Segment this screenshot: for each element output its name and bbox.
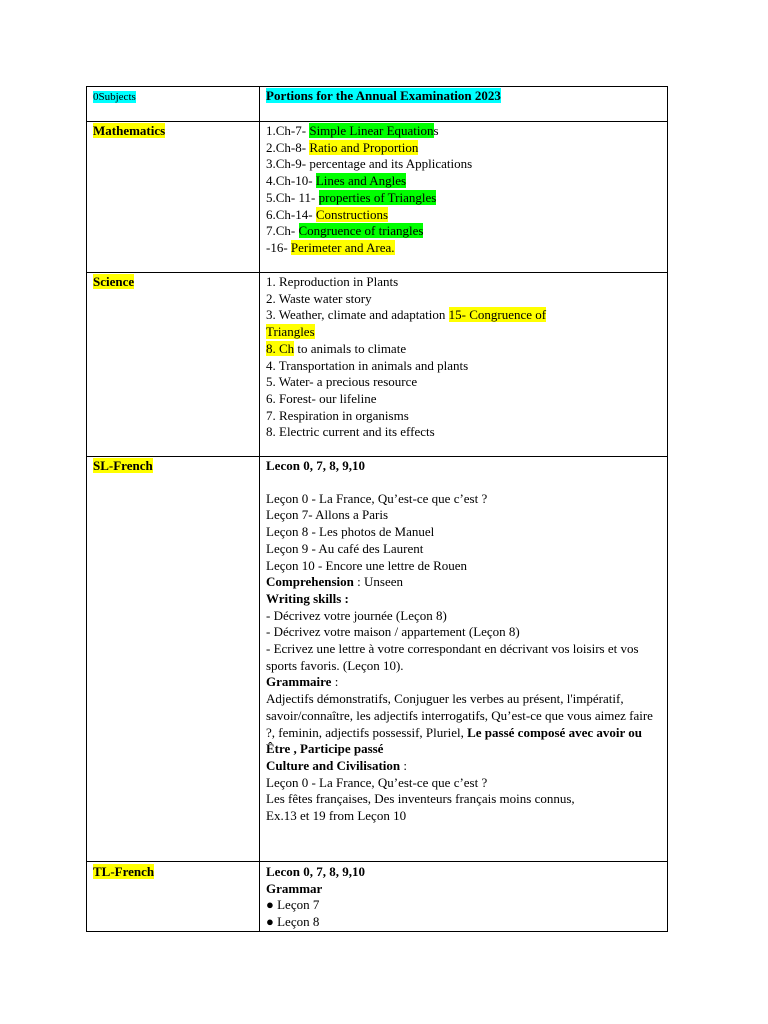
header-subjects-cell bbox=[87, 87, 260, 122]
subject-cell bbox=[87, 862, 260, 932]
sl-lesson: Leçon 9 - Au café des Laurent bbox=[266, 540, 424, 556]
sl-culture-item: Ex.13 et 19 from Leçon 10 bbox=[266, 808, 407, 824]
sl-lesson: Leçon 0 - La France, Qu’est-ce que c’est ? bbox=[266, 490, 488, 506]
portions-cell-science bbox=[260, 273, 668, 457]
subject-science: Science bbox=[93, 274, 135, 289]
math-item: -16- Perimeter and Area. bbox=[266, 239, 395, 255]
science-item: 8. Electric current and its effects bbox=[266, 424, 435, 440]
subject-mathematics: Mathematics bbox=[93, 123, 166, 138]
subject-cell bbox=[87, 273, 260, 457]
science-item: Triangles bbox=[266, 324, 315, 340]
subject-cell bbox=[87, 457, 260, 862]
header-portions-cell bbox=[260, 87, 668, 122]
science-item: 3. Weather, climate and adaptation 15- Congruence of bbox=[266, 307, 547, 323]
spacer bbox=[266, 475, 661, 491]
sl-heading: Lecon 0, 7, 8, 9,10 bbox=[266, 458, 365, 473]
math-item: 6.Ch-14- Constructions bbox=[266, 206, 389, 222]
sl-lesson: Leçon 8 - Les photos de Manuel bbox=[266, 524, 435, 540]
subject-tl-french: TL-French bbox=[93, 864, 155, 879]
header-subjects: 0Subjects bbox=[93, 91, 136, 103]
table-row bbox=[87, 122, 668, 273]
math-item: 2.Ch-8- Ratio and Proportion bbox=[266, 139, 419, 155]
math-item: 4.Ch-10- Lines and Angles bbox=[266, 173, 407, 189]
sl-writing-item: - Décrivez votre maison / appartement (Leçon 8) bbox=[266, 624, 520, 640]
math-item: 1.Ch-7- Simple Linear Equations bbox=[266, 123, 439, 138]
science-item: 4. Transportation in animals and plants bbox=[266, 357, 469, 373]
sl-culture-item: Leçon 0 - La France, Qu’est-ce que c’est ? bbox=[266, 774, 488, 790]
table-row bbox=[87, 273, 668, 457]
science-item: 1. Reproduction in Plants bbox=[266, 274, 399, 289]
sl-culture-item: Les fêtes françaises, Des inventeurs français moins connus, bbox=[266, 791, 575, 807]
portions-table bbox=[86, 86, 668, 932]
tl-heading: Lecon 0, 7, 8, 9,10 bbox=[266, 864, 365, 879]
sl-writing-label: Writing skills : bbox=[266, 590, 349, 606]
math-item: 7.Ch- Congruence of triangles bbox=[266, 223, 424, 239]
tl-bullet-item: ● Leçon 7 bbox=[266, 897, 320, 913]
table-row bbox=[87, 862, 668, 932]
sl-lesson: Leçon 7- Allons a Paris bbox=[266, 507, 389, 523]
portions-cell-sl-french bbox=[260, 457, 668, 862]
math-item: 5.Ch- 11- properties of Triangles bbox=[266, 189, 437, 205]
science-item: 7. Respiration in organisms bbox=[266, 407, 409, 423]
science-item: 5. Water- a precious resource bbox=[266, 374, 418, 390]
science-item: 6. Forest- our lifeline bbox=[266, 390, 377, 406]
science-item: 2. Waste water story bbox=[266, 290, 372, 306]
sl-comprehension: Comprehension : Unseen bbox=[266, 574, 403, 590]
science-item: 8. Ch to animals to climate bbox=[266, 340, 407, 356]
table-header-row bbox=[87, 87, 668, 122]
sl-writing-item: - Ecrivez une lettre à votre correspondant en décrivant vos loisirs et vos sports favoris. (Leçon 10). bbox=[266, 641, 639, 673]
sl-culture-label: Culture and Civilisation : bbox=[266, 757, 407, 773]
sl-grammar-label: Grammaire : bbox=[266, 674, 339, 690]
sl-grammar-text: Adjectifs démonstratifs, Conjuguer les verbes au présent, l'impératif, savoir/connaître, les adjectifs interrogatifs, Qu’est-ce que vous aimez faire ?, feminin, adjectifs possessif, Pluriel, Le passé composé avec avoir ou Être , Participe passé bbox=[266, 691, 653, 757]
portions-cell-mathematics bbox=[260, 122, 668, 273]
subject-cell bbox=[87, 122, 260, 273]
subject-sl-french: SL-French bbox=[93, 458, 153, 473]
table-row bbox=[87, 457, 668, 862]
sl-lesson: Leçon 10 - Encore une lettre de Rouen bbox=[266, 557, 468, 573]
tl-bullet-item: ● Leçon 8 bbox=[266, 914, 320, 930]
sl-writing-item: - Décrivez votre journée (Leçon 8) bbox=[266, 607, 447, 623]
header-portions: Portions for the Annual Examination 2023 bbox=[266, 88, 501, 103]
portions-cell-tl-french bbox=[260, 862, 668, 932]
tl-grammar-label: Grammar bbox=[266, 880, 323, 896]
math-item: 3.Ch-9- percentage and its Applications bbox=[266, 156, 473, 172]
